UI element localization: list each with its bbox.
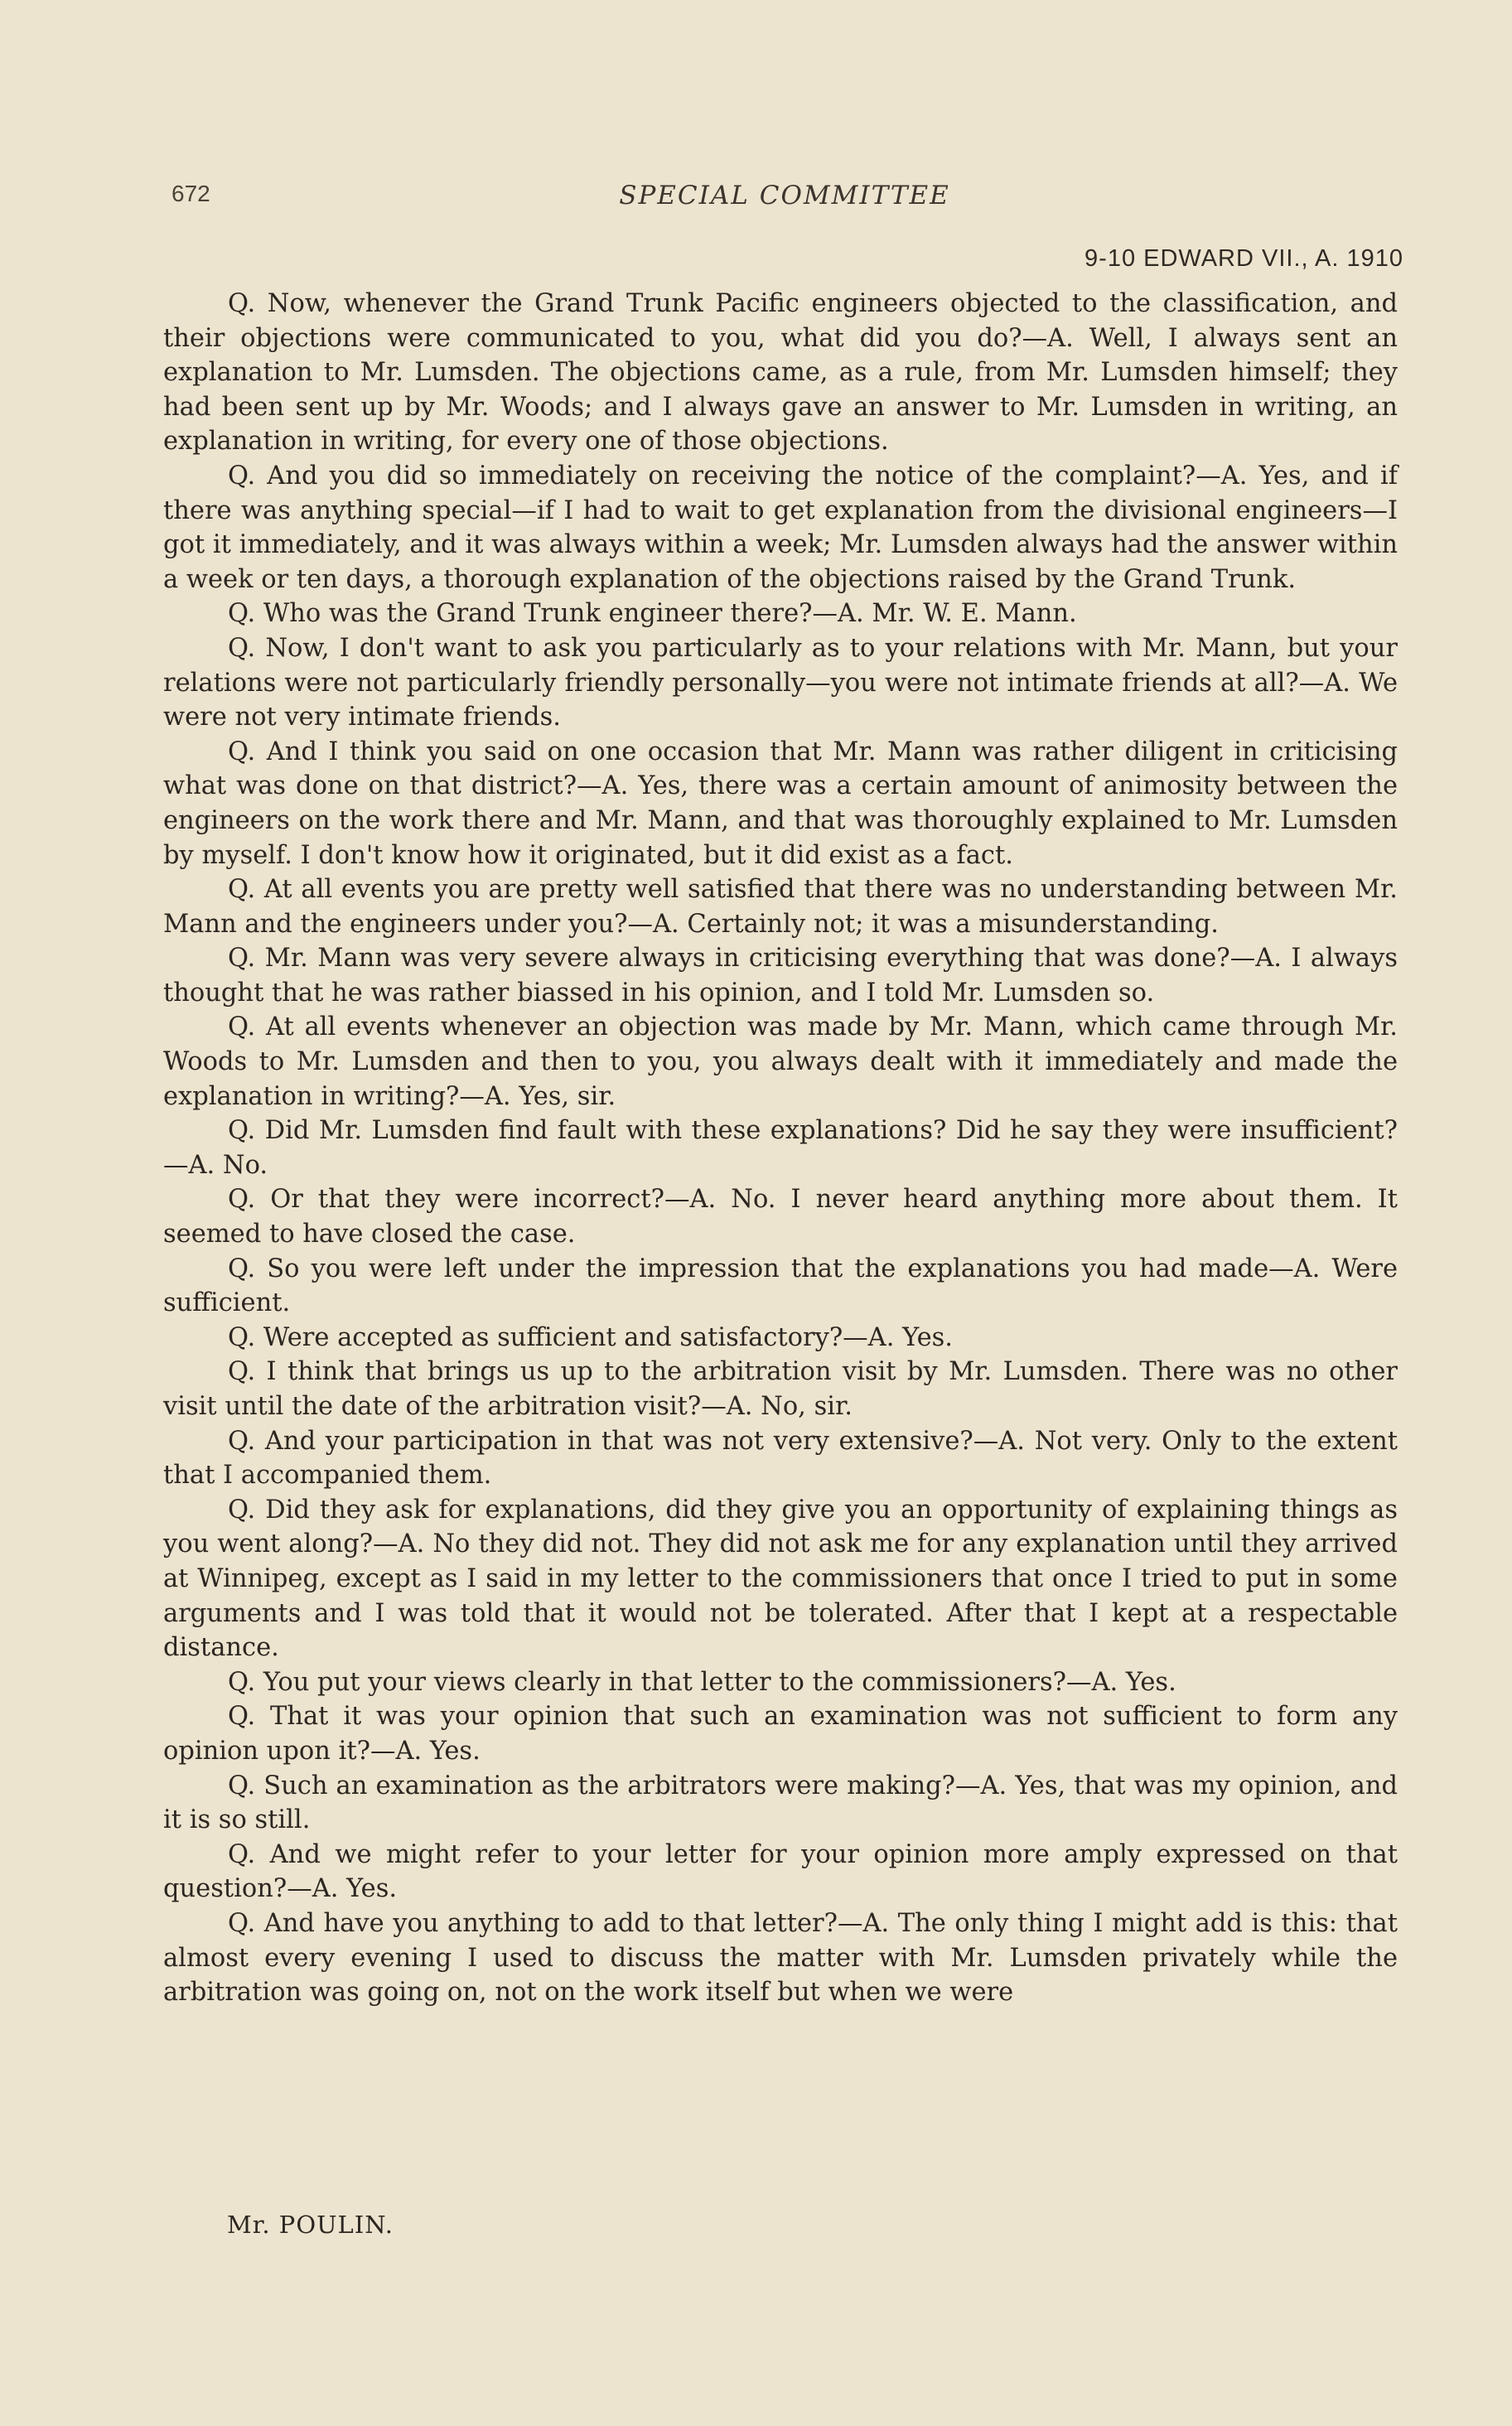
testimony-body bbox=[163, 287, 1398, 2010]
testimony-paragraph: Q. Did Mr. Lumsden find fault with these explanations? Did he say they were insufficient?—A. No. bbox=[163, 1116, 1398, 1180]
testimony-paragraph: Q. And we might refer to your letter for your opinion more amply expressed on that question?—A. Yes. bbox=[163, 1839, 1398, 1904]
speaker-signature: Mr. POULIN. bbox=[227, 2211, 394, 2239]
session-header bbox=[171, 0, 1403, 282]
testimony-paragraph: Q. At all events whenever an objection was made by Mr. Mann, which came through Mr. Woods to Mr. Lumsden and then to you, you always dealt with it immediately and made the explanation in writing?—A. Yes, sir. bbox=[163, 1012, 1398, 1111]
session-reference: 9-10 EDWARD VII., A. 1910 bbox=[1084, 245, 1403, 272]
running-head: SPECIAL COMMITTEE bbox=[619, 181, 950, 210]
testimony-paragraph: Q. Did they ask for explanations, did they give you an opportunity of explaining things as you went along?—A. No they did not. They did not ask me for any explanation until they arrived at Winnipeg, except as I said in my letter to the commissioners that once I tried to put in some arguments and I was told that it would not be tolerated. After that I kept at a respectable distance. bbox=[163, 1495, 1398, 1663]
testimony-paragraph: Q. Now, whenever the Grand Trunk Pacific engineers objected to the classification, and their objections were communicated to you, what did you do?—A. Well, I always sent an explanation to Mr. Lumsden. The objections came, as a rule, from Mr. Lumsden himself; they had been sent up by Mr. Woods; and I always gave an answer to Mr. Lumsden in writing, an explanation in writing, for every one of those objections. bbox=[163, 289, 1398, 457]
testimony-paragraph: Q. So you were left under the impression that the explanations you had made—A. Were sufficient. bbox=[163, 1254, 1398, 1318]
testimony-paragraph: Q. Or that they were incorrect?—A. No. I never heard anything more about them. It seemed to have closed the case. bbox=[163, 1185, 1398, 1249]
testimony-paragraph: Q. Who was the Grand Trunk engineer there?—A. Mr. W. E. Mann. bbox=[228, 599, 1077, 629]
testimony-paragraph: Q. Were accepted as sufficient and satisfactory?—A. Yes. bbox=[228, 1322, 953, 1352]
testimony-paragraph: Q. You put your views clearly in that letter to the commissioners?—A. Yes. bbox=[228, 1667, 1176, 1697]
page-number: 672 bbox=[171, 181, 210, 206]
testimony-paragraph: Q. I think that brings us up to the arbitration visit by Mr. Lumsden. There was no other visit until the date of the arbitration visit?—A. No, sir. bbox=[163, 1357, 1398, 1421]
testimony-paragraph: Q. Mr. Mann was very severe always in criticising everything that was done?—A. I always thought that he was rather biassed in his opinion, and I told Mr. Lumsden so. bbox=[163, 944, 1398, 1008]
testimony-paragraph: Q. That it was your opinion that such an examination was not sufficient to form any opinion upon it?—A. Yes. bbox=[163, 1702, 1398, 1766]
testimony-paragraph: Q. And you did so immediately on receiving the notice of the complaint?—A. Yes, and if there was anything special—if I had to wait to get explanation from the divisional engineers—I got it immediately, and it was always within a week; Mr. Lumsden always had the answer within a week or ten days, a thorough explanation of the objections raised by the Grand Trunk. bbox=[163, 461, 1398, 594]
testimony-paragraph: Q. And have you anything to add to that letter?—A. The only thing I might add is this: that almost every evening I used to discuss the matter with Mr. Lumsden privately while the arbitration was going on, not on the work itself but when we were bbox=[163, 1908, 1398, 2008]
testimony-paragraph: Q. And your participation in that was not very extensive?—A. Not very. Only to the extent that I accompanied them. bbox=[163, 1426, 1398, 1491]
testimony-paragraph: Q. Such an examination as the arbitrators were making?—A. Yes, that was my opinion, and it is so still. bbox=[163, 1771, 1398, 1835]
testimony-paragraph: Q. Now, I don't want to ask you particularly as to your relations with Mr. Mann, but your relations were not particularly friendly personally—you were not intimate friends at all?—A. We were not very intimate friends. bbox=[163, 633, 1398, 732]
testimony-paragraph: Q. And I think you said on one occasion that Mr. Mann was rather diligent in criticising what was done on that district?—A. Yes, there was a certain amount of animosity between the engineers on the work there and Mr. Mann, and that was thoroughly explained to Mr. Lumsden by myself. I don't know how it originated, but it did exist as a fact. bbox=[163, 737, 1398, 870]
testimony-paragraph: Q. At all events you are pretty well satisfied that there was no understanding between Mr. Mann and the engineers under you?—A. Certainly not; it was a misunderstanding. bbox=[163, 875, 1398, 939]
